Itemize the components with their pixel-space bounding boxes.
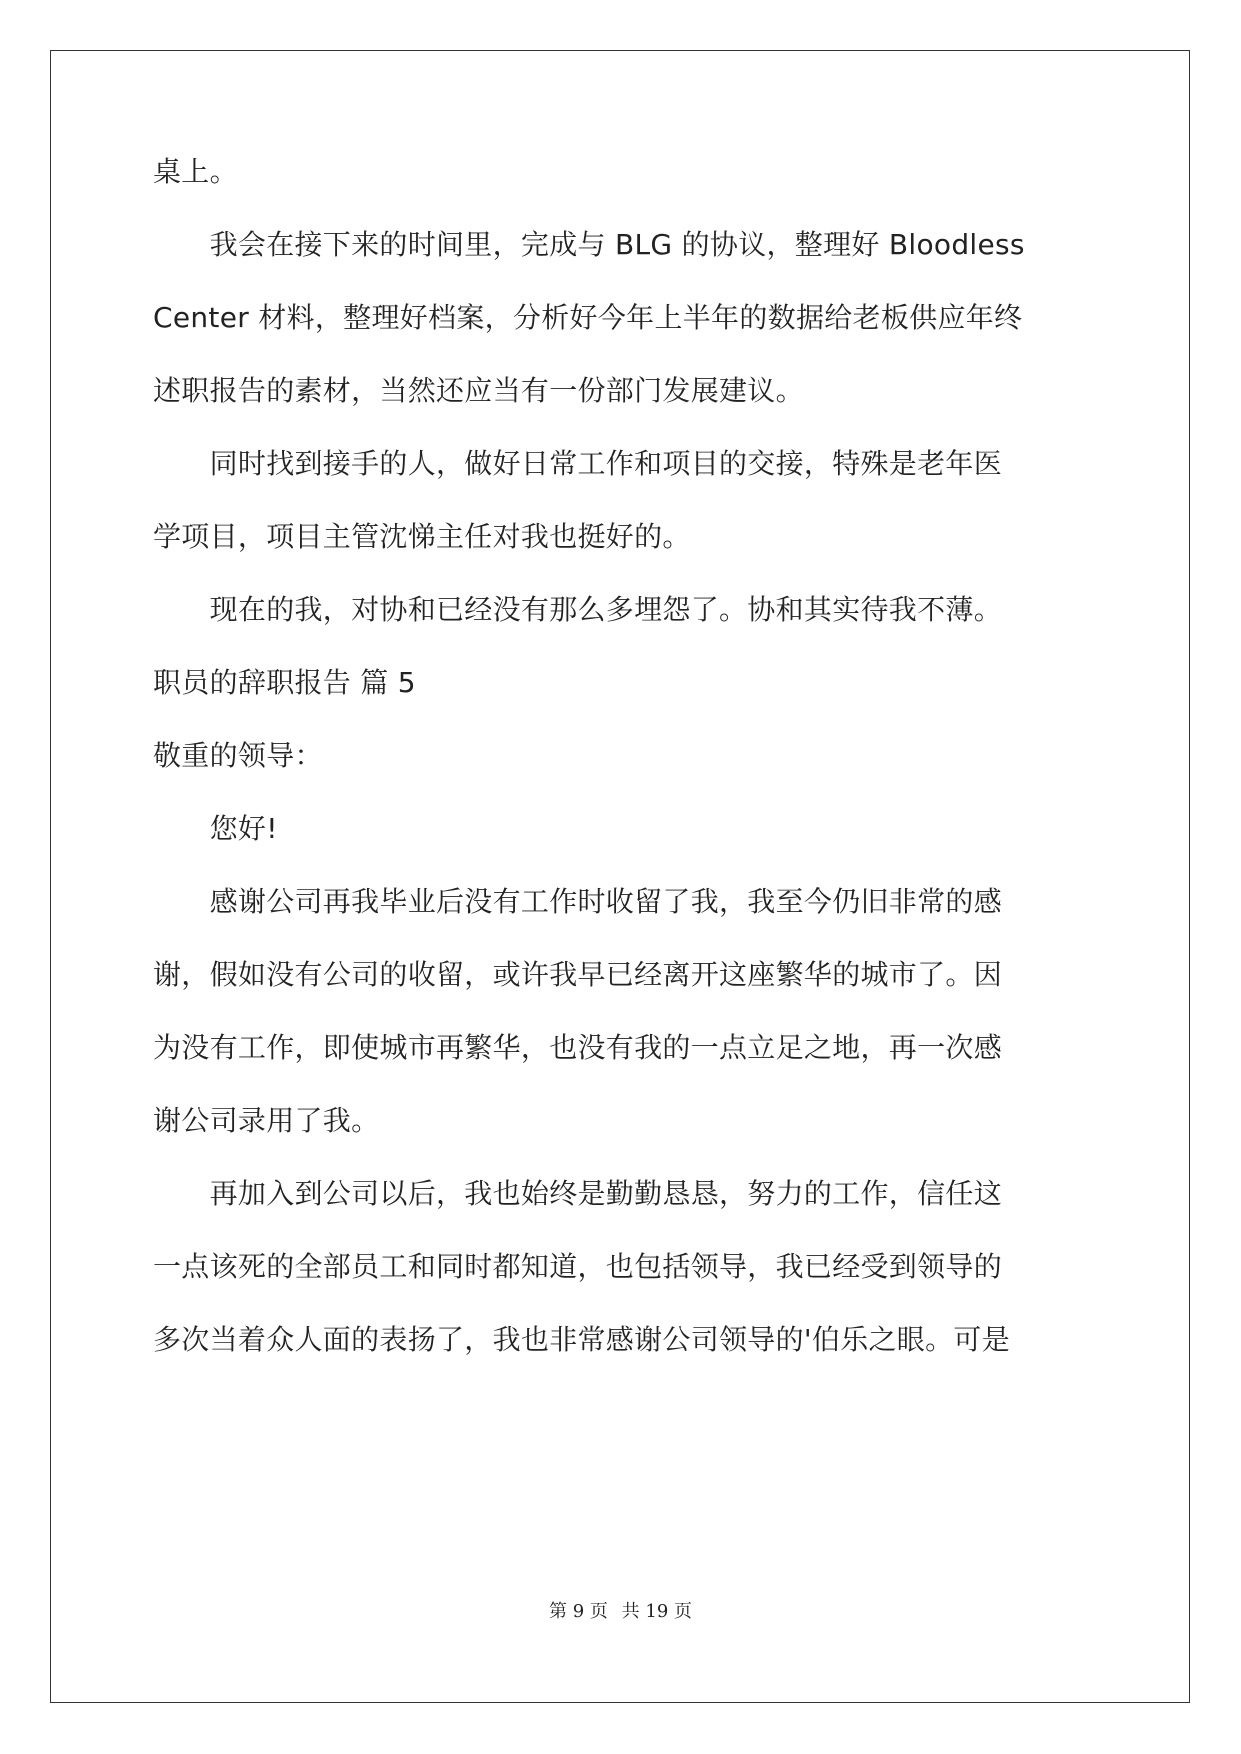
salutation: 敬重的领导：	[153, 739, 323, 772]
greeting: 您好!	[153, 812, 278, 845]
text-line: 再加入到公司以后，我也始终是勤勤恳恳，努力的工作，信任这	[153, 1177, 1003, 1210]
text-line: 多次当着众人面的表扬了，我也非常感谢公司领导的'伯乐之眼。可是	[153, 1323, 1011, 1356]
page-number: 第 9 页	[549, 1601, 608, 1622]
text-line: 桌上。	[153, 155, 238, 188]
section-heading: 职员的辞职报告 篇 5	[153, 666, 416, 699]
page-border	[50, 50, 1190, 1703]
text-line: 感谢公司再我毕业后没有工作时收留了我，我至今仍旧非常的感	[153, 885, 1003, 918]
text-line: 现在的我，对协和已经没有那么多埋怨了。协和其实待我不薄。	[153, 593, 1003, 626]
text-line: 为没有工作，即使城市再繁华，也没有我的一点立足之地，再一次感	[153, 1031, 1003, 1064]
text-line: 谢公司录用了我。	[153, 1104, 380, 1137]
text-line: 学项目，项目主管沈悌主任对我也挺好的。	[153, 520, 691, 553]
text-line: 同时找到接手的人，做好日常工作和项目的交接，特殊是老年医	[153, 447, 1003, 480]
text-line: 我会在接下来的时间里，完成与 BLG 的协议，整理好 Bloodless	[153, 228, 1025, 261]
total-pages: 共 19 页	[621, 1601, 692, 1622]
text-line: 述职报告的素材，当然还应当有一份部门发展建议。	[153, 374, 804, 407]
page-footer	[0, 1597, 1241, 1623]
text-line: 谢，假如没有公司的收留，或许我早已经离开这座繁华的城市了。因	[153, 958, 1003, 991]
text-line: 一点该死的全部员工和同时都知道，也包括领导，我已经受到领导的	[153, 1250, 1003, 1283]
text-line: Center 材料，整理好档案，分析好今年上半年的数据给老板供应年终	[153, 301, 1023, 334]
